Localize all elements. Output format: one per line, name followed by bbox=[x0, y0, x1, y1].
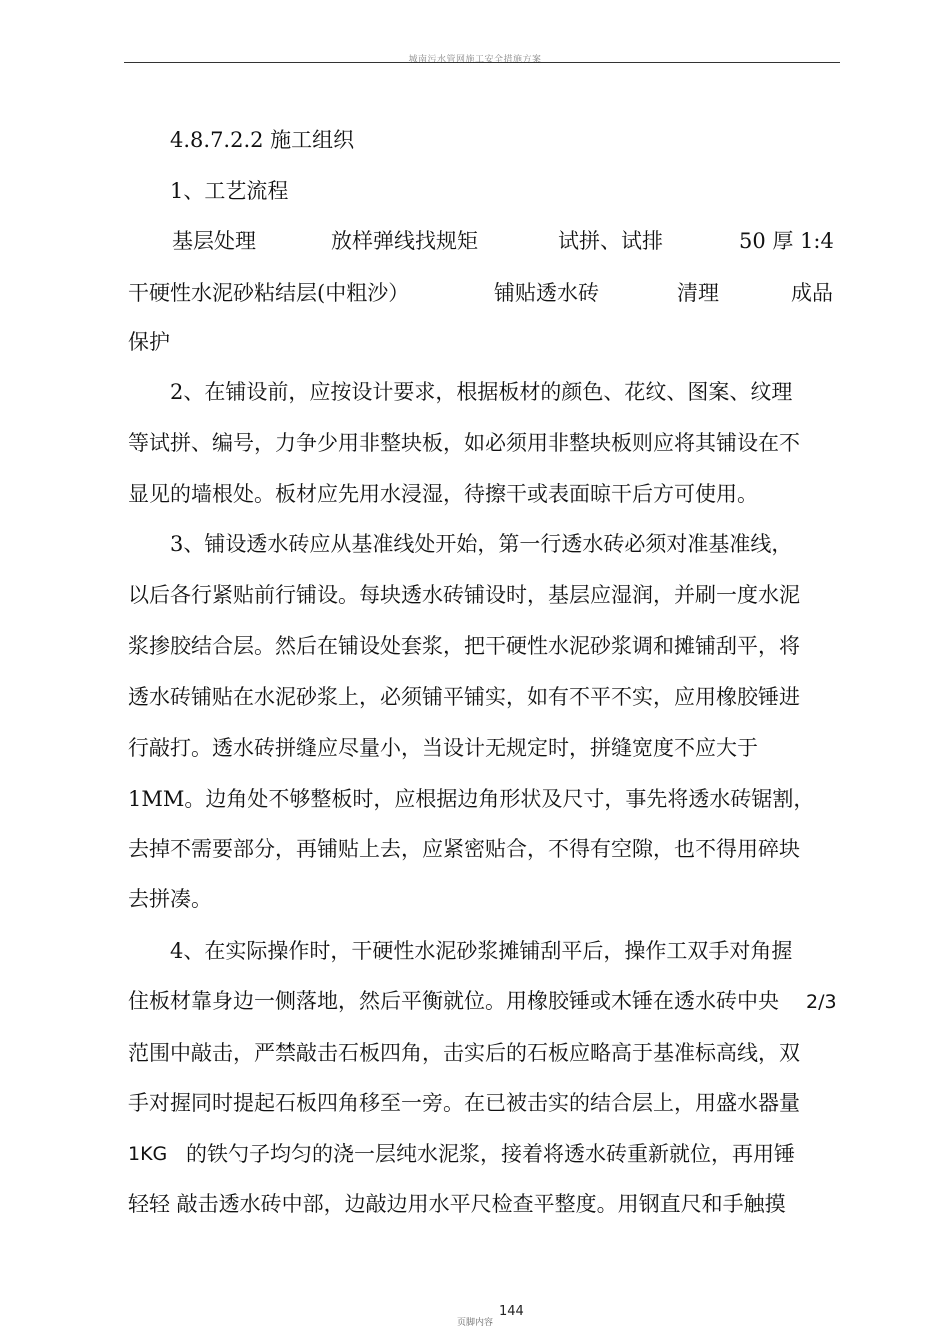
paragraph-line: 去掉不需要部分，再铺贴上去，应紧密贴合，不得有空隙，也不得用碎块 bbox=[128, 837, 800, 861]
flow-step: 试拼、试排 bbox=[558, 229, 663, 253]
header-rule bbox=[124, 62, 840, 63]
paragraph-fragment: 1KG bbox=[128, 1143, 168, 1165]
paragraph-line: 以后各行紧贴前行铺设。每块透水砖铺设时，基层应湿润，并刷一度水泥 bbox=[128, 583, 800, 607]
paragraph-line: 3、铺设透水砖应从基准线处开始，第一行透水砖必须对准基准线， bbox=[170, 532, 793, 556]
paragraph-line: 透水砖铺贴在水泥砂浆上，必须铺平铺实，如有不平不实，应用橡胶锤进 bbox=[128, 685, 800, 709]
page-number: 144 bbox=[499, 1304, 524, 1319]
paragraph-line: 范围中敲击，严禁敲击石板四角，击实后的石板应略高于基准标高线，双 bbox=[128, 1041, 800, 1065]
paragraph-line: 手对握同时提起石板四角移至一旁。在已被击实的结合层上，用盛水器量 bbox=[128, 1091, 800, 1115]
running-header: 城南污水管网施工安全措施方案 bbox=[408, 55, 542, 65]
paragraph-line: 住板材靠身边一侧落地，然后平衡就位。用橡胶锤或木锤在透水砖中央 bbox=[128, 989, 779, 1013]
paragraph-line: 去拼凑。 bbox=[128, 887, 212, 911]
paragraph-line: 等试拼、编号，力争少用非整块板，如必须用非整块板则应将其铺设在不 bbox=[128, 431, 800, 455]
flow-step: 保护 bbox=[128, 330, 170, 354]
item1-heading: 1、工艺流程 bbox=[170, 179, 289, 203]
section-heading: 4.8.7.2.2 施工组织 bbox=[170, 128, 355, 152]
paragraph-line: 轻轻 敲击透水砖中部，边敲边用水平尺检查平整度。用钢直尺和手触摸 bbox=[128, 1192, 786, 1216]
paragraph-fragment: 2/3 bbox=[806, 991, 837, 1013]
flow-step: 铺贴透水砖 bbox=[494, 281, 599, 305]
flow-step: 50 厚 1:4 bbox=[739, 229, 834, 253]
paragraph-line: 显见的墙根处。板材应先用水浸湿，待擦干或表面晾干后方可使用。 bbox=[128, 482, 758, 506]
paragraph-line: 行敲打。透水砖拼缝应尽量小，当设计无规定时，拼缝宽度不应大于 bbox=[128, 736, 758, 760]
paragraph-line: 4、在实际操作时，干硬性水泥砂浆摊铺刮平后，操作工双手对角握 bbox=[170, 939, 793, 963]
paragraph-line: 浆掺胶结合层。然后在铺设处套浆，把干硬性水泥砂浆调和摊铺刮平，将 bbox=[128, 634, 800, 658]
paragraph-line: 2、在铺设前，应按设计要求，根据板材的颜色、花纹、图案、纹理 bbox=[170, 380, 793, 404]
flow-step: 基层处理 bbox=[172, 229, 256, 253]
paragraph-line: 的铁勺子均匀的浇一层纯水泥浆，接着将透水砖重新就位，再用锤 bbox=[186, 1142, 795, 1166]
flow-step: 放样弹线找规矩 bbox=[331, 229, 478, 253]
flow-step: 成品 bbox=[791, 281, 833, 305]
footer-label: 页脚内容 bbox=[457, 1318, 494, 1328]
flow-step: 干硬性水泥砂粘结层(中粗沙） bbox=[128, 281, 410, 305]
paragraph-line: 1MM。边角处不够整板时，应根据边角形状及尺寸，事先将透水砖锯割， bbox=[128, 787, 815, 811]
flow-step: 清理 bbox=[677, 281, 719, 305]
